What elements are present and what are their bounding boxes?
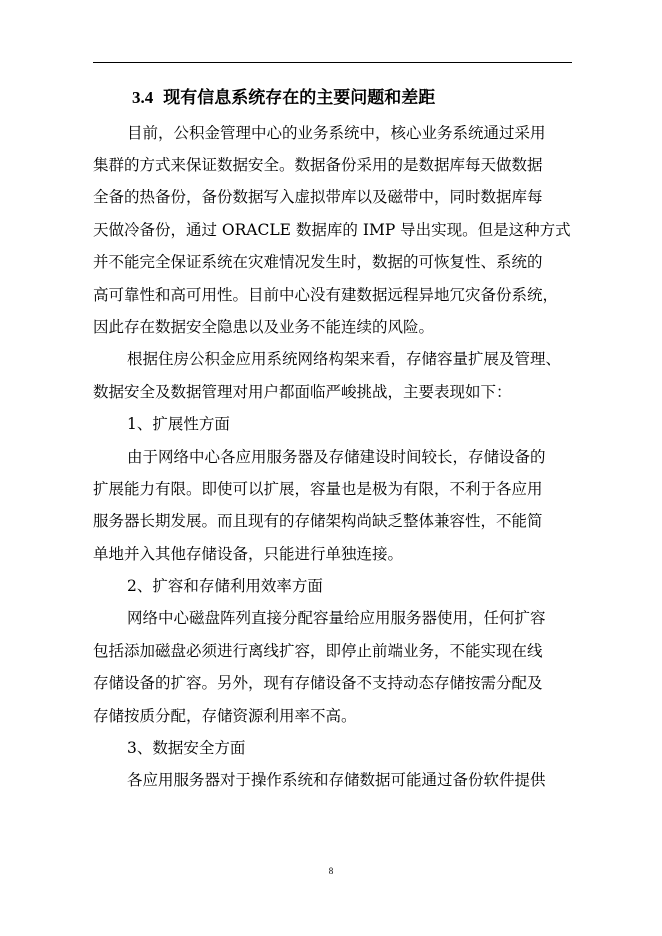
body-line: 全备的热备份，备份数据写入虚拟带库以及磁带中，同时数据库每 (93, 188, 543, 206)
body-line: 集群的方式来保证数据安全。数据备份采用的是数据库每天做数据 (93, 156, 543, 174)
body-line: 扩展能力有限。即使可以扩展，容量也是极为有限，不利于各应用 (93, 480, 543, 498)
body-line: 各应用服务器对于操作系统和存储数据可能通过备份软件提供 (127, 771, 546, 789)
body-line: 目前，公积金管理中心的业务系统中，核心业务系统通过采用 (127, 124, 546, 142)
body-line: 单地并入其他存储设备，只能进行单独连接。 (93, 545, 404, 563)
section-number: 3.4 (132, 88, 154, 107)
body-line: 数据安全及数据管理对用户都面临严峻挑战，主要表现如下： (93, 383, 512, 401)
body-line: 根据住房公积金应用系统网络构架来看，存储容量扩展及管理、 (127, 350, 562, 368)
body-line: 服务器长期发展。而且现有的存储架构尚缺乏整体兼容性，不能简 (93, 512, 543, 530)
body-line: 天做冷备份，通过 ORACLE 数据库的 IMP 导出实现。但是这种方式 (93, 221, 571, 239)
body-line: 包括添加磁盘必须进行离线扩容，即停止前端业务，不能实现在线 (93, 642, 543, 660)
section-heading (132, 86, 435, 110)
body-line: 存储按质分配，存储资源利用率不高。 (93, 707, 357, 725)
body-line: 网络中心磁盘阵列直接分配容量给应用服务器使用，任何扩容 (127, 609, 546, 627)
body-line: 由于网络中心各应用服务器及存储建设时间较长，存储设备的 (127, 448, 546, 466)
subheading-expansion: 1、扩展性方面 (127, 415, 230, 433)
page-number: 8 (328, 866, 334, 876)
header-rule (93, 62, 572, 63)
subheading-capacity: 2、扩容和存储利用效率方面 (127, 577, 323, 595)
body-line: 高可靠性和高可用性。目前中心没有建数据远程异地冗灾备份系统， (93, 286, 559, 304)
body-line: 并不能完全保证系统在灾难情况发生时，数据的可恢复性、系统的 (93, 253, 543, 271)
subheading-data-security: 3、数据安全方面 (127, 739, 246, 757)
section-title: 现有信息系统存在的主要问题和差距 (163, 88, 436, 108)
body-line: 存储设备的扩容。另外，现有存储设备不支持动态存储按需分配及 (93, 674, 543, 692)
body-line: 因此存在数据安全隐患以及业务不能连续的风险。 (93, 318, 435, 336)
